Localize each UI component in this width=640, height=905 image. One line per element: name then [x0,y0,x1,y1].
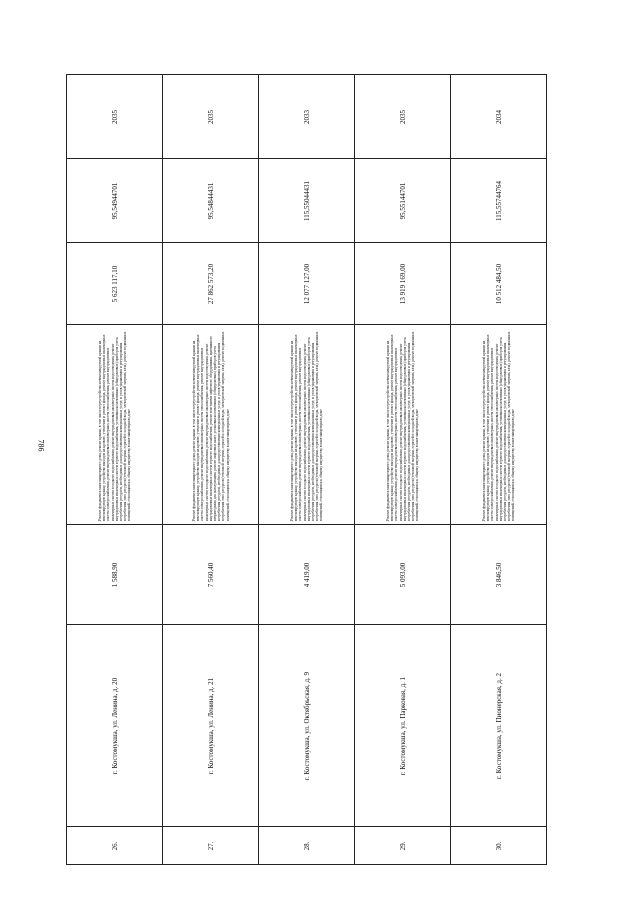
page-number: 786 [36,439,46,452]
cell-cost: 10 512 484,50 [451,243,547,325]
cell-area: 1 588,90 [67,525,163,625]
row-year [67,75,547,159]
capital-repair-table [66,74,547,865]
cell-address: г. Костомукша, ул. Ленина, д. 21 [163,625,259,827]
row-address [67,625,547,827]
cell-year: 2034 [451,75,547,159]
cell-year: 2035 [67,75,163,159]
cell-number: 27. [163,827,259,865]
cell-address: г. Костомукша, ул. Ленина, д. 20 [67,625,163,827]
row-number [67,827,547,865]
cell-area: 7 560,40 [163,525,259,625]
cell-works: Ремонт фундамента многоквартирного дома, ремонт крыши, в том числе переустройство невентилируемой крыши на вентилируемую крышу, устройство выходов на кровлю, утепление и ремонт фасада, ремонт внутридомовых инженерных систем электроснабжения, ремонт внутридомовых инженерных систем теплоснабжения, ремонт внутридомовых инженерных систем холодного водоснабжения, ремонт внутридомовых инженерных систем водоотведения, ремонт внутридомовых инженерных систем горячего водоснабжения, ремонт или замена лифтового оборудования, признанного непригодным для эксплуатации, ремонт лифтовых шахт, установка коллективных (общедомовых) приборов учета потребления ресурсов, необходимых для предоставления коммунальных услуг, и узлов управления и регулирования потребления этих ресурсов (тепловой энергии, горячей и холодной воды, электрической энергии, газа), ремонт подвальных помещений, относящихся к общему имуществу в многоквартирном доме [163,325,259,525]
cell-year: 2035 [163,75,259,159]
cell-address: г. Костомукша, ул. Парковая, д. 1 [355,625,451,827]
cell-works: Ремонт фундамента многоквартирного дома, ремонт крыши, в том числе переустройство невентилируемой крыши на вентилируемую крышу, устройство выходов на кровлю, утепление и ремонт фасада, ремонт внутридомовых инженерных систем электроснабжения, ремонт внутридомовых инженерных систем теплоснабжения, ремонт внутридомовых инженерных систем холодного водоснабжения, ремонт внутридомовых инженерных систем водоотведения, ремонт внутридомовых инженерных систем горячего водоснабжения, установка коллективных (общедомовых) приборов учета потребления ресурсов, необходимых для предоставления коммунальных услуг, и узлов управления и регулирования потребления этих ресурсов (тепловой энергии, горячей и холодной воды, электрической энергии, газа), ремонт подвальных помещений, относящихся к общему имуществу в многоквартирном доме [451,325,547,525]
cell-cost: 5 623 117,10 [67,243,163,325]
cell-cost: 12 077 127,00 [259,243,355,325]
cell-works: Ремонт фундамента многоквартирного дома, ремонт крыши, в том числе переустройство невентилируемой крыши на вентилируемую крышу, устройство выходов на кровлю, утепление и ремонт фасада, ремонт внутридомовых инженерных систем электроснабжения, ремонт внутридомовых инженерных систем теплоснабжения, ремонт внутридомовых инженерных систем холодного водоснабжения, ремонт внутридомовых инженерных систем водоотведения, ремонт внутридомовых инженерных систем горячего водоснабжения, установка коллективных (общедомовых) приборов учета потребления ресурсов, необходимых для предоставления коммунальных услуг, и узлов управления и регулирования потребления этих ресурсов (тепловой энергии, горячей и холодной воды, электрической энергии, газа), ремонт подвальных помещений, относящихся к общему имуществу в многоквартирном доме [67,325,163,525]
cell-year: 2033 [259,75,355,159]
row-wear [67,159,547,243]
row-works [67,325,547,525]
cell-wear: 95,54944701 [67,159,163,243]
row-area [67,525,547,625]
cell-year: 2035 [355,75,451,159]
cell-wear: 115,55044431 [259,159,355,243]
cell-number: 26. [67,827,163,865]
cell-works: Ремонт фундамента многоквартирного дома, ремонт крыши, в том числе переустройство невентилируемой крыши на вентилируемую крышу, устройство выходов на кровлю, утепление и ремонт фасада, ремонт внутридомовых инженерных систем электроснабжения, ремонт внутридомовых инженерных систем теплоснабжения, ремонт внутридомовых инженерных систем холодного водоснабжения, ремонт внутридомовых инженерных систем водоотведения, ремонт внутридомовых инженерных систем горячего водоснабжения, установка коллективных (общедомовых) приборов учета потребления ресурсов, необходимых для предоставления коммунальных услуг, и узлов управления и регулирования потребления этих ресурсов (тепловой энергии, горячей и холодной воды, электрической энергии, газа), ремонт подвальных помещений, относящихся к общему имуществу в многоквартирном доме [355,325,451,525]
cell-works: Ремонт фундамента многоквартирного дома, ремонт крыши, в том числе переустройство невентилируемой крыши на вентилируемую крышу, устройство выходов на кровлю, утепление и ремонт фасада, ремонт внутридомовых инженерных систем электроснабжения, ремонт внутридомовых инженерных систем теплоснабжения, ремонт внутридомовых инженерных систем холодного водоснабжения, ремонт внутридомовых инженерных систем водоотведения, ремонт внутридомовых инженерных систем горячего водоснабжения, установка коллективных (общедомовых) приборов учета потребления ресурсов, необходимых для предоставления коммунальных услуг, и узлов управления и регулирования потребления этих ресурсов (тепловой энергии, горячей и холодной воды, электрической энергии, газа), ремонт подвальных помещений, относящихся к общему имуществу в многоквартирном доме [259,325,355,525]
cell-number: 30. [451,827,547,865]
cell-area: 5 093,00 [355,525,451,625]
cell-address: г. Костомукша, ул. Пионерская, д. 2 [451,625,547,827]
cell-wear: 95,55144701 [355,159,451,243]
cell-number: 28. [259,827,355,865]
cell-cost: 27 862 573,20 [163,243,259,325]
row-cost [67,243,547,325]
cell-area: 4 419,00 [259,525,355,625]
cell-cost: 13 919 169,00 [355,243,451,325]
cell-area: 3 846,50 [451,525,547,625]
cell-wear: 115,55744764 [451,159,547,243]
cell-number: 29. [355,827,451,865]
cell-address: г. Костомукша, ул. Октябрьская, д. 9 [259,625,355,827]
cell-wear: 95,54844431 [163,159,259,243]
